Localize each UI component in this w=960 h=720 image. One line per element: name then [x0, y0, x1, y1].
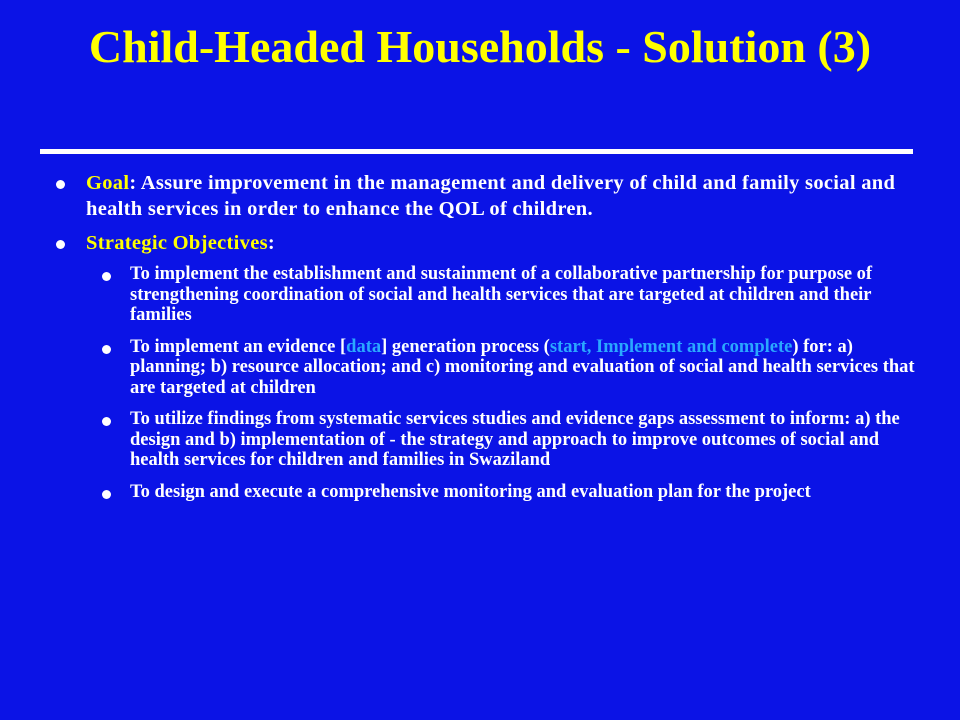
- title-divider: [40, 149, 913, 154]
- objective-text: To utilize findings from systematic services studies and evidence gaps assessment to inform: a) the design and b) implementation of - the strategy and approach to improve outcomes of social and health services for children and families in Swaziland: [130, 409, 900, 470]
- goal-bullet: [40, 170, 920, 222]
- objective-item: [40, 264, 920, 326]
- objectives-bullet: [40, 230, 920, 256]
- bullet-dot-icon: [102, 490, 111, 499]
- bullet-dot-icon: [102, 417, 111, 426]
- objectives-label: Strategic Objectives: [86, 232, 268, 254]
- objective-item: [40, 409, 920, 471]
- objective-text: To implement the establishment and sustainment of a collaborative partnership for purpose of strengthening coordination of social and health services that are targeted at children and their families: [130, 264, 873, 325]
- bullet-dot-icon: [56, 180, 65, 189]
- objectives-suffix: :: [267, 232, 276, 254]
- objective-text: To design and execute a comprehensive monitoring and evaluation plan for the project: [130, 481, 811, 502]
- objective-text-mid: ] generation process (: [381, 336, 550, 357]
- bullet-dot-icon: [102, 345, 111, 354]
- goal-text: : Assure improvement in the management and delivery of child and family social and health services in order to enhance the QOL of children.: [86, 172, 896, 220]
- slide-content: [40, 170, 920, 513]
- objective-text-pre: To implement an evidence [: [130, 336, 347, 357]
- goal-label: Goal: [86, 172, 130, 194]
- objective-item: [40, 482, 920, 503]
- objective-item: [40, 337, 920, 399]
- slide-title: Child-Headed Households - Solution (3): [88, 21, 872, 72]
- bullet-dot-icon: [102, 272, 111, 281]
- highlight-process: start, Implement and complete: [549, 336, 793, 357]
- highlight-data: data: [346, 336, 382, 357]
- bullet-dot-icon: [56, 240, 65, 249]
- objectives-list: [40, 264, 920, 502]
- objective-text-post: ) for: a) planning; b) resource allocation; and c) monitoring and evaluation of social and health services that are targeted at children: [130, 336, 915, 398]
